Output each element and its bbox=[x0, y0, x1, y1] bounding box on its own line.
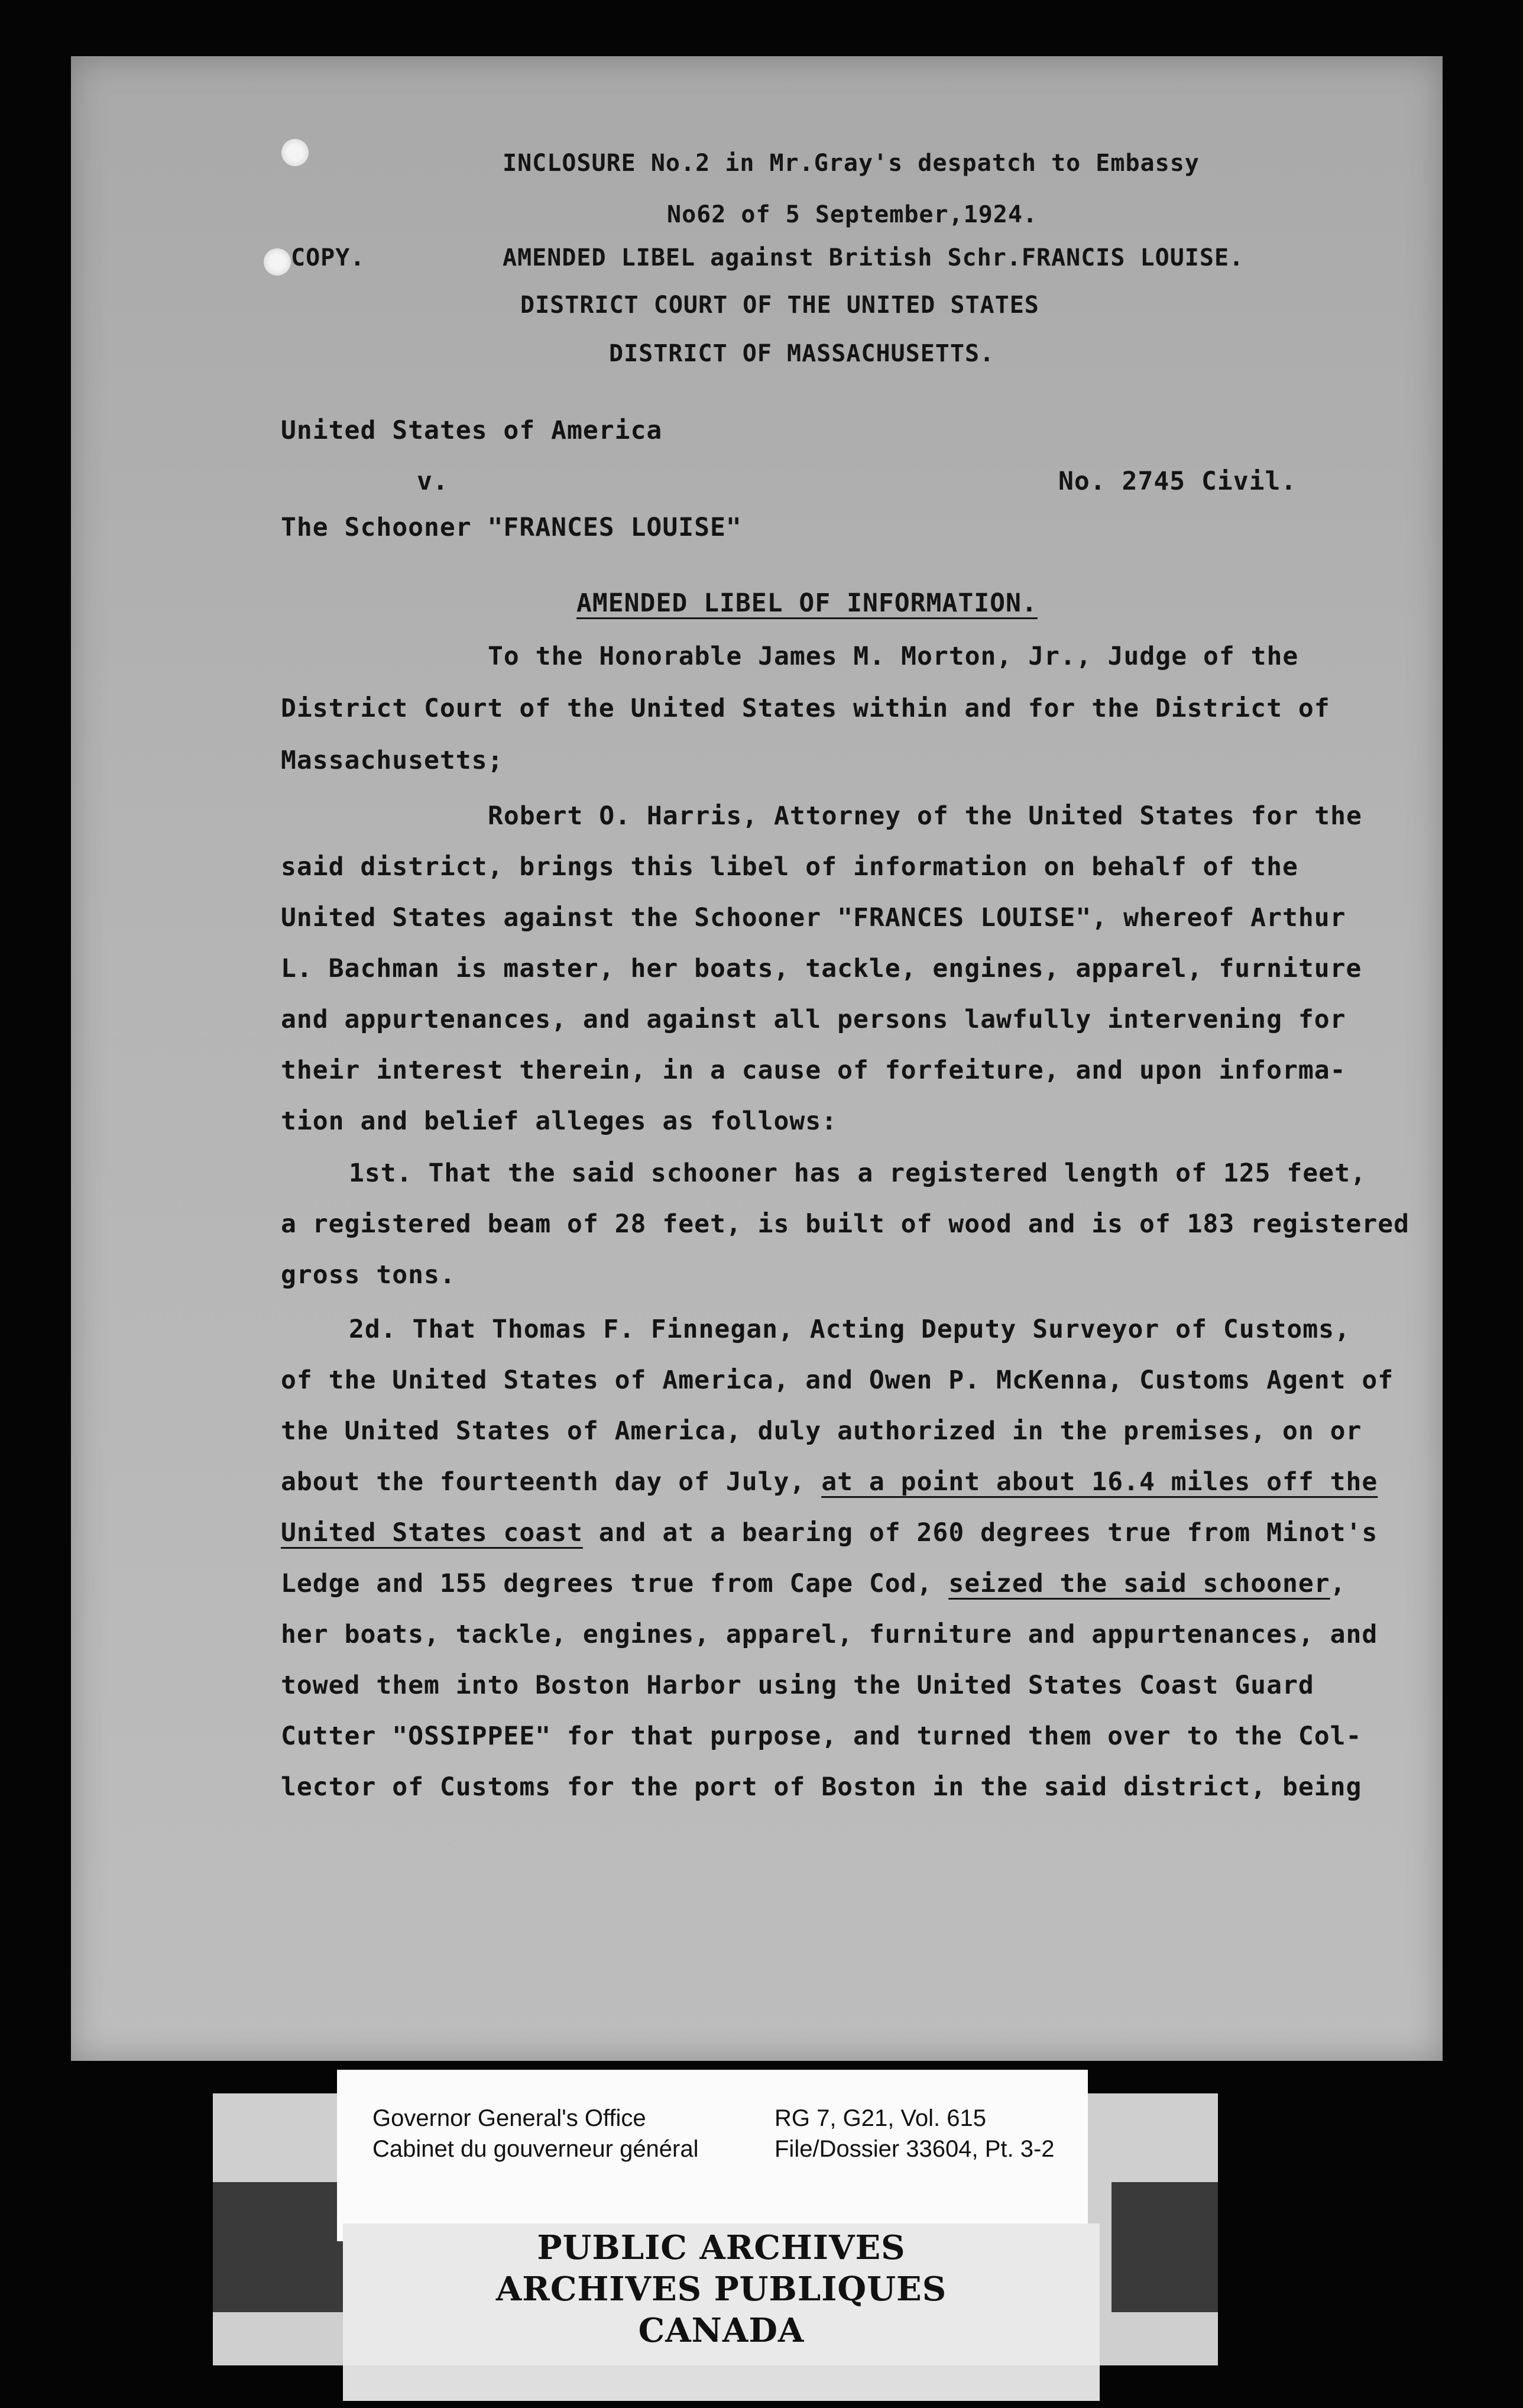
body-line: their interest therein, in a cause of forfeiture, and upon informa- bbox=[281, 1056, 1346, 1085]
body-line: and appurtenances, and against all persons lawfully intervening for bbox=[281, 1005, 1346, 1034]
versus-label: v. bbox=[417, 467, 449, 496]
underlined-location: at a point about 16.4 miles off the bbox=[821, 1467, 1378, 1497]
defendant-name: The Schooner "FRANCES LOUISE" bbox=[281, 513, 742, 542]
record-group-reference: RG 7, G21, Vol. 615 bbox=[775, 2105, 986, 2131]
body-line: Cutter "OSSIPPEE" for that purpose, and turned them over to the Col- bbox=[281, 1721, 1362, 1751]
label-bottom-strip bbox=[343, 2365, 1100, 2401]
body-line: towed them into Boston Harbor using the United States Coast Guard bbox=[281, 1671, 1314, 1700]
stamp-line-french: ARCHIVES PUBLIQUES bbox=[495, 2270, 947, 2309]
underlined-seizure: seized the said schooner bbox=[948, 1569, 1330, 1598]
body-line: of the United States of America, and Owen P. McKenna, Customs Agent of bbox=[281, 1365, 1394, 1395]
stamp-line-country: CANADA bbox=[638, 2311, 805, 2350]
file-dossier-reference: File/Dossier 33604, Pt. 3-2 bbox=[775, 2136, 1055, 2162]
underlined-coast: United States coast bbox=[281, 1518, 583, 1548]
court-name: DISTRICT COURT OF THE UNITED STATES bbox=[520, 292, 1039, 319]
body-line: gross tons. bbox=[281, 1260, 456, 1290]
body-line: L. Bachman is master, her boats, tackle, engines, apparel, furniture bbox=[281, 954, 1362, 983]
body-line: District Court of the United States within and for the District of bbox=[281, 694, 1330, 723]
body-line bbox=[281, 1467, 1378, 1497]
paragraph-1st: 1st. That the said schooner has a registered length of 125 feet, bbox=[349, 1158, 1366, 1188]
document-title: AMENDED LIBEL OF INFORMATION. bbox=[576, 588, 1038, 618]
body-line: Massachusetts; bbox=[281, 746, 504, 775]
case-number: No. 2745 Civil. bbox=[1058, 467, 1297, 496]
band-shadow-right bbox=[1112, 2182, 1218, 2312]
office-english: Governor General's Office bbox=[372, 2105, 646, 2131]
public-archives-stamp bbox=[343, 2223, 1100, 2365]
body-line: Robert O. Harris, Attorney of the United States for the bbox=[488, 801, 1362, 831]
body-line: To the Honorable James M. Morton, Jr., Judge of the bbox=[488, 642, 1299, 671]
body-line: tion and belief alleges as follows: bbox=[281, 1106, 838, 1136]
document-page bbox=[71, 56, 1443, 2061]
amended-libel-header: AMENDED LIBEL against British Schr.FRANCIS LOUISE. bbox=[503, 244, 1245, 271]
despatch-number-line: No62 of 5 September,1924. bbox=[667, 201, 1038, 228]
body-text: and at a bearing of 260 degrees true from Minot's bbox=[582, 1518, 1378, 1548]
punch-hole-top bbox=[281, 139, 309, 166]
body-line bbox=[281, 1518, 1378, 1548]
body-text: , bbox=[1330, 1569, 1346, 1598]
body-line: said district, brings this libel of information on behalf of the bbox=[281, 852, 1298, 882]
paragraph-2d: 2d. That Thomas F. Finnegan, Acting Deputy Surveyor of Customs, bbox=[349, 1315, 1350, 1344]
body-line: a registered beam of 28 feet, is built of wood and is of 183 registered bbox=[281, 1209, 1410, 1239]
archive-reference-label bbox=[337, 2070, 1088, 2241]
body-line: the United States of America, duly authorized in the premises, on or bbox=[281, 1416, 1362, 1446]
body-text: Ledge and 155 degrees true from Cape Cod, bbox=[281, 1569, 949, 1598]
copy-label: COPY. bbox=[291, 244, 365, 271]
body-line: United States against the Schooner "FRANCES LOUISE", whereof Arthur bbox=[281, 903, 1346, 933]
body-text: about the fourteenth day of July, bbox=[281, 1467, 822, 1497]
office-french: Cabinet du gouverneur général bbox=[372, 2136, 699, 2162]
plaintiff-name: United States of America bbox=[281, 416, 663, 445]
band-shadow-left bbox=[213, 2182, 343, 2312]
inclosure-line: INCLOSURE No.2 in Mr.Gray's despatch to Embassy bbox=[503, 150, 1200, 177]
body-line bbox=[281, 1569, 1346, 1598]
district-name: DISTRICT OF MASSACHUSETTS. bbox=[609, 340, 995, 367]
punch-hole-bottom bbox=[264, 248, 291, 276]
stamp-line-english: PUBLIC ARCHIVES bbox=[537, 2228, 906, 2267]
body-line: lector of Customs for the port of Boston in the said district, being bbox=[281, 1772, 1362, 1802]
body-line: her boats, tackle, engines, apparel, furniture and appurtenances, and bbox=[281, 1620, 1378, 1649]
